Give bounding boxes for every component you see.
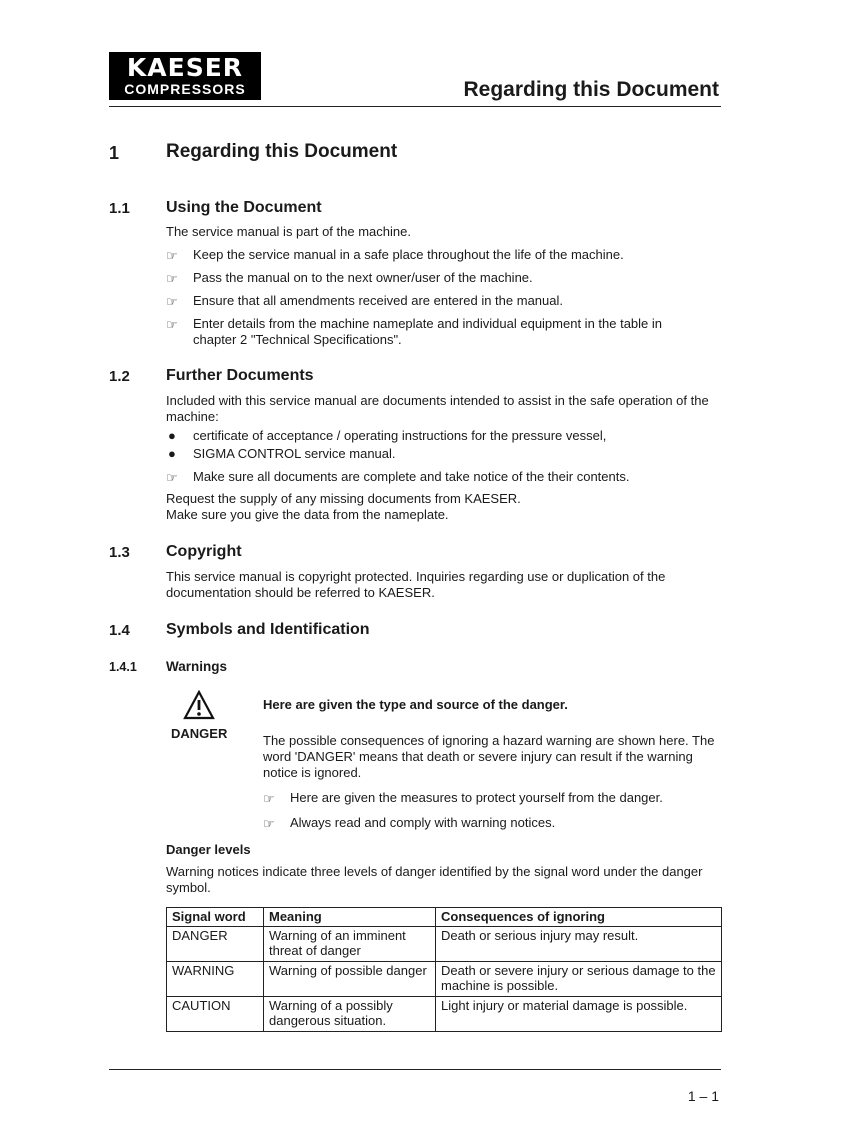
list-item: SIGMA CONTROL service manual. (193, 446, 396, 461)
section-1-1-number: 1.1 (109, 200, 130, 217)
bullet-icon: ● (168, 446, 176, 461)
logo-wordmark: KAESER (126, 53, 244, 82)
pointing-hand-icon: ☞ (166, 294, 178, 309)
column-header: Consequences of ignoring (436, 908, 722, 927)
warning-triangle-icon (183, 690, 215, 720)
section-1-3-number: 1.3 (109, 544, 130, 561)
table-row (167, 997, 722, 1032)
section-1-2-number: 1.2 (109, 368, 130, 385)
table-row (167, 927, 722, 962)
table-cell: Warning of a possibly dangerous situation. (264, 997, 436, 1032)
kaeser-logo (109, 52, 261, 100)
section-1-4-title: Symbols and Identification (166, 621, 370, 638)
running-header-title: Regarding this Document (463, 78, 719, 101)
pointing-hand-icon: ☞ (166, 470, 178, 485)
section-1-1-title: Using the Document (166, 199, 322, 216)
danger-levels-heading: Danger levels (166, 842, 251, 857)
pointing-hand-icon: ☞ (263, 791, 275, 806)
danger-signal-word: DANGER (171, 726, 228, 741)
table-header-row (167, 908, 722, 927)
list-item: certificate of acceptance / operating instructions for the pressure vessel, (193, 428, 607, 443)
table-cell: Warning of possible danger (264, 962, 436, 997)
pointing-hand-icon: ☞ (166, 317, 178, 332)
danger-heading: Here are given the type and source of the danger. (263, 697, 568, 712)
section-1-3-text: This service manual is copyright protected. Inquiries regarding use or duplication of the documentation should be referred to KAESER. (166, 569, 666, 600)
danger-text: The possible consequences of ignoring a hazard warning are shown here. The word 'DANGER' means that death or severe injury can result if the warning notice is ignored. (263, 733, 715, 780)
logo-subtitle: COMPRESSORS (124, 81, 246, 97)
section-1-2-note-1: Request the supply of any missing documents from KAESER. (166, 491, 521, 506)
table-cell: CAUTION (167, 997, 264, 1032)
section-1-4-number: 1.4 (109, 622, 130, 639)
section-1-4-1-number: 1.4.1 (109, 660, 137, 674)
list-item: Always read and comply with warning notices. (290, 815, 556, 830)
section-1-1-intro: The service manual is part of the machine. (166, 224, 411, 239)
section-1-2-note-2: Make sure you give the data from the nameplate. (166, 507, 449, 522)
bullet-icon: ● (168, 428, 176, 443)
table-cell: Death or severe injury or serious damage to the machine is possible. (436, 962, 722, 997)
column-header: Meaning (264, 908, 436, 927)
table-cell: Death or serious injury may result. (436, 927, 722, 962)
chapter-title: Regarding this Document (166, 141, 398, 162)
list-item: Pass the manual on to the next owner/user of the machine. (193, 270, 533, 285)
danger-levels-table (166, 907, 722, 1032)
section-1-2-intro: Included with this service manual are documents intended to assist in the safe operation of the machine: (166, 393, 709, 424)
pointing-hand-icon: ☞ (166, 248, 178, 263)
table-row (167, 962, 722, 997)
section-1-4-1-title: Warnings (166, 659, 228, 674)
header-divider (109, 106, 721, 107)
page-number: 1 – 1 (687, 1088, 719, 1104)
pointing-hand-icon: ☞ (263, 816, 275, 831)
list-item: Make sure all documents are complete and take notice of the their contents. (193, 469, 630, 484)
footer-divider (109, 1069, 721, 1070)
list-item: Ensure that all amendments received are entered in the manual. (193, 293, 563, 308)
list-item: Keep the service manual in a safe place throughout the life of the machine. (193, 247, 624, 262)
table-cell: Warning of an imminent threat of danger (264, 927, 436, 962)
section-1-2-title: Further Documents (166, 367, 314, 384)
table-cell: DANGER (167, 927, 264, 962)
table-cell: WARNING (167, 962, 264, 997)
column-header: Signal word (167, 908, 264, 927)
danger-levels-intro: Warning notices indicate three levels of danger identified by the signal word under the danger symbol. (166, 864, 703, 895)
chapter-number: 1 (109, 143, 120, 163)
section-1-3-title: Copyright (166, 543, 242, 560)
pointing-hand-icon: ☞ (166, 271, 178, 286)
list-item: Enter details from the machine nameplate and individual equipment in the table in chapter 2 "Technical Specifications". (193, 316, 663, 347)
table-cell: Light injury or material damage is possible. (436, 997, 722, 1032)
list-item: Here are given the measures to protect yourself from the danger. (290, 790, 663, 805)
